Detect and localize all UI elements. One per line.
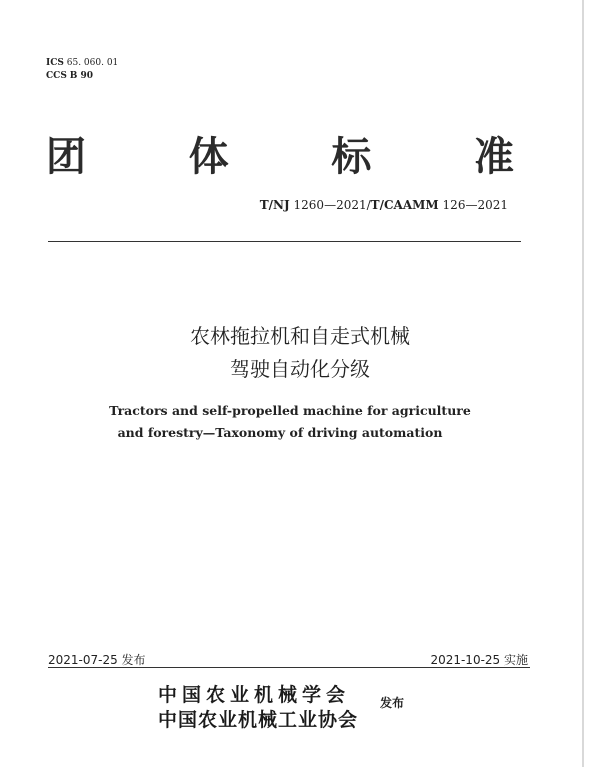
page-edge-line: [582, 0, 584, 767]
title-zh-line1: 农林拖拉机和自走式机械: [190, 324, 410, 348]
bottom-divider: [48, 667, 530, 668]
issue-date: 2021-07-25 发布: [48, 653, 146, 667]
title-en-line2: and forestry—Taxonomy of driving automation: [117, 425, 443, 440]
standard-type-char: 标: [331, 133, 372, 180]
standard-number: [260, 198, 508, 212]
standard-number-part2: 126—2021: [442, 198, 508, 212]
standard-type-char: 准: [473, 133, 514, 180]
standard-number-prefix2: T/CAAMM: [370, 198, 439, 212]
implementation-date: 2021-10-25 实施: [430, 653, 528, 667]
ics-value: 65. 060. 01: [66, 58, 119, 68]
ccs-value: B 90: [69, 71, 93, 81]
standard-type-heading: [46, 128, 514, 178]
ics-code: [46, 57, 118, 70]
publisher-org1: 中国农业机械学会: [158, 684, 351, 706]
publisher-org2: 中国农业机械工业协会: [158, 709, 359, 731]
top-divider: [48, 241, 521, 242]
publish-label: 发布: [380, 696, 405, 710]
ccs-code: [46, 70, 118, 83]
ics-label: ICS: [46, 58, 64, 68]
title-en-line1: Tractors and self-propelled machine for agriculture: [109, 403, 471, 418]
standard-number-prefix: T/NJ: [259, 198, 290, 212]
title-zh-line2: 驾驶自动化分级: [230, 357, 370, 381]
standard-number-part1: 1260—2021/: [293, 198, 371, 212]
ccs-label: CCS: [46, 71, 67, 81]
classification-codes: [46, 57, 118, 83]
standard-type-char: 团: [46, 133, 86, 180]
standard-type-char: 体: [188, 133, 229, 180]
